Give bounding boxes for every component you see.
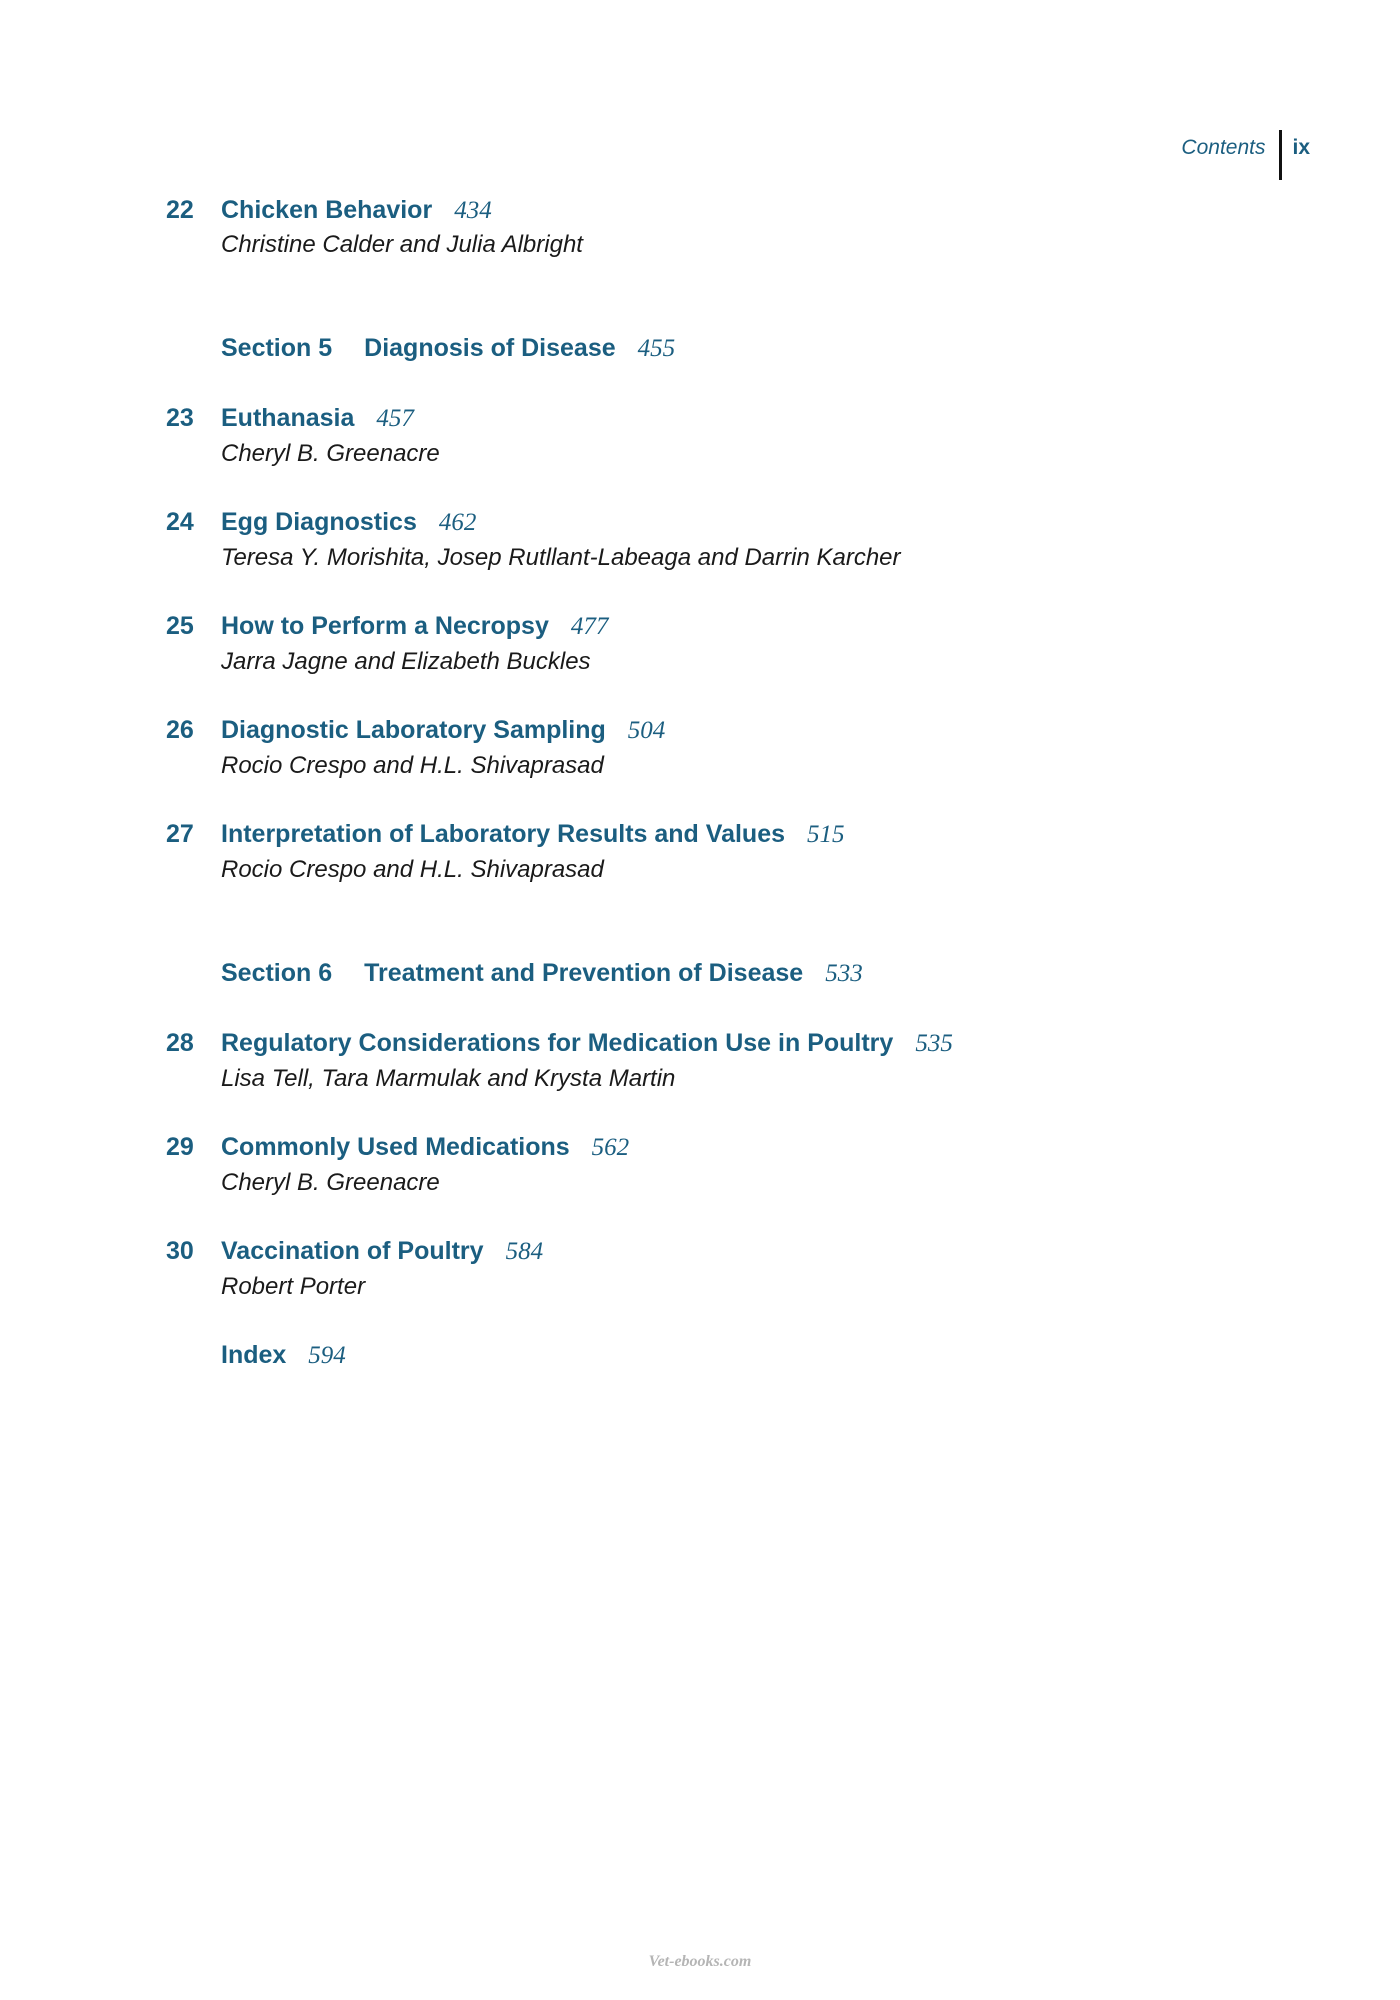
chapter-number: 25 (166, 612, 194, 640)
chapter-title-link[interactable]: Interpretation of Laboratory Results and Values 515 (221, 820, 845, 848)
section-heading-6[interactable] (221, 959, 863, 988)
section-page: 533 (825, 960, 863, 987)
section-label: Section 6 (221, 959, 333, 987)
chapter-title-link[interactable]: Regulatory Considerations for Medication Use in Poultry 535 (221, 1029, 953, 1057)
chapter-title-link[interactable]: How to Perform a Necropsy 477 (221, 612, 609, 640)
chapter-authors: Rocio Crespo and H.L. Shivaprasad (221, 752, 604, 779)
chapter-page: 434 (454, 197, 492, 224)
chapter-number: 26 (166, 716, 194, 744)
chapter-page: 462 (438, 509, 477, 536)
chapter-authors: Robert Porter (221, 1273, 366, 1300)
running-head-page-number: ix (1292, 136, 1310, 159)
section-title: Diagnosis of Disease (364, 334, 616, 362)
chapter-page: 535 (915, 1030, 953, 1057)
chapter-authors: Lisa Tell, Tara Marmulak and Krysta Martin (221, 1065, 676, 1092)
chapter-page: 584 (505, 1238, 544, 1265)
section-label: Section 5 (221, 334, 333, 362)
chapter-number: 29 (166, 1133, 194, 1161)
chapter-title-link[interactable]: Egg Diagnostics 462 (221, 508, 477, 536)
chapter-page: 504 (627, 717, 666, 744)
chapter-page: 562 (591, 1134, 630, 1161)
chapter-authors: Rocio Crespo and H.L. Shivaprasad (221, 856, 604, 883)
chapter-authors: Jarra Jagne and Elizabeth Buckles (221, 648, 591, 675)
chapter-authors: Cheryl B. Greenacre (221, 440, 440, 467)
running-head-label: Contents (1181, 136, 1266, 159)
chapter-number: 22 (166, 196, 194, 224)
chapter-page: 457 (376, 405, 414, 432)
index-page: 594 (308, 1342, 346, 1369)
chapter-title-link[interactable]: Euthanasia 457 (221, 404, 414, 432)
chapter-number: 30 (166, 1237, 194, 1265)
chapter-title-link[interactable]: Chicken Behavior 434 (221, 196, 492, 224)
section-title: Treatment and Prevention of Disease (364, 959, 804, 987)
chapter-title-link[interactable]: Commonly Used Medications 562 (221, 1133, 630, 1161)
chapter-title-link[interactable]: Vaccination of Poultry 584 (221, 1237, 544, 1265)
chapter-number: 24 (166, 508, 194, 536)
chapter-number: 27 (166, 820, 194, 848)
chapter-number: 23 (166, 404, 194, 432)
index-title: Index (221, 1341, 287, 1369)
chapter-number: 28 (166, 1029, 194, 1057)
chapter-page: 515 (807, 821, 845, 848)
chapter-page: 477 (570, 613, 609, 640)
chapter-authors: Cheryl B. Greenacre (221, 1169, 440, 1196)
chapter-title-link[interactable]: Diagnostic Laboratory Sampling 504 (221, 716, 666, 744)
chapter-authors: Christine Calder and Julia Albright (221, 231, 583, 258)
running-head (1181, 130, 1310, 180)
chapter-authors: Teresa Y. Morishita, Josep Rutllant-Labeaga and Darrin Karcher (221, 544, 901, 571)
index-entry[interactable] (221, 1341, 346, 1370)
section-page: 455 (637, 335, 676, 362)
watermark: Vet-ebooks.com (648, 1953, 752, 1970)
section-heading-5[interactable] (221, 334, 675, 363)
